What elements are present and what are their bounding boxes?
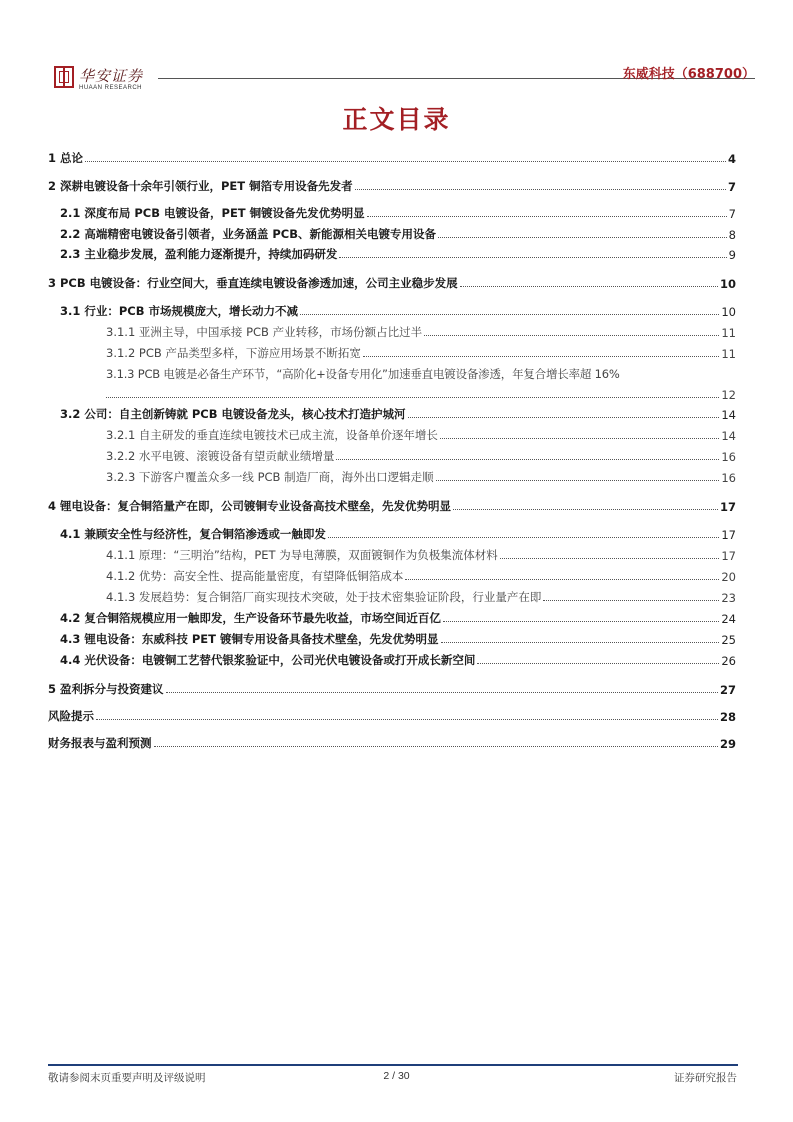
toc-entry-page: 7 bbox=[727, 180, 736, 194]
toc-entry[interactable] bbox=[48, 271, 736, 291]
toc-leader-dots bbox=[438, 236, 727, 238]
toc-leader-dots bbox=[453, 508, 718, 510]
toc-entry[interactable] bbox=[48, 585, 736, 605]
toc-leader-dots bbox=[500, 557, 720, 559]
toc-entry-page: 27 bbox=[719, 683, 736, 697]
toc-leader-dots bbox=[460, 285, 718, 287]
toc-entry-page: 28 bbox=[719, 710, 736, 724]
toc-entry-page: 20 bbox=[721, 570, 736, 584]
logo-text-en: HUAAN RESEARCH bbox=[79, 85, 143, 91]
footer-report-type: 证券研究报告 bbox=[674, 1072, 737, 1084]
toc-entry-label: 4 锂电设备：复合铜箔量产在即，公司镀铜专业设备高技术壁垒，先发优势明显 bbox=[48, 499, 452, 513]
toc-entry-label: 3 PCB 电镀设备：行业空间大，垂直连续电镀设备渗透加速，公司主业稳步发展 bbox=[48, 276, 458, 290]
toc-entry-label: 2.1 深度布局 PCB 电镀设备，PET 铜镀设备先发优势明显 bbox=[60, 206, 365, 220]
footer-divider bbox=[48, 1064, 738, 1066]
toc-entry[interactable] bbox=[48, 299, 736, 319]
toc-entry-label: 3.1.2 PCB 产品类型多样，下游应用场景不断拓宽 bbox=[106, 346, 361, 360]
toc-entry-page: 23 bbox=[721, 591, 736, 605]
toc-leader-dots bbox=[443, 620, 719, 622]
toc-leader-dots bbox=[363, 355, 719, 357]
toc-entry[interactable] bbox=[48, 423, 736, 443]
toc-entry-label: 风险提示 bbox=[48, 709, 94, 723]
toc-entry[interactable] bbox=[48, 320, 736, 340]
toc-entry[interactable] bbox=[48, 494, 736, 514]
toc-entry-page: 12 bbox=[721, 388, 736, 402]
toc-entry-label: 5 盈利拆分与投资建议 bbox=[48, 682, 164, 696]
toc-entry-label: 4.1 兼顾安全性与经济性，复合铜箔渗透或一触即发 bbox=[60, 527, 326, 541]
toc-entry[interactable] bbox=[48, 174, 736, 194]
page-number: 2 / 30 bbox=[383, 1070, 410, 1082]
toc-entry[interactable] bbox=[48, 677, 736, 697]
toc-entry-label: 2 深耕电镀设备十余年引领行业，PET 铜箔专用设备先发者 bbox=[48, 179, 353, 193]
toc-entry-label: 3.2 公司：自主创新铸就 PCB 电镀设备龙头，核心技术打造护城河 bbox=[60, 407, 406, 421]
toc-entry-page: 10 bbox=[721, 305, 736, 319]
toc-entry-label: 4.4 光伏设备：电镀铜工艺替代银浆验证中，公司光伏电镀设备或打开成长新空间 bbox=[60, 653, 476, 667]
toc-leader-dots bbox=[154, 745, 718, 747]
page-title: 正文目录 bbox=[342, 105, 451, 134]
toc-leader-dots bbox=[96, 718, 718, 720]
toc-entry-label: 3.2.3 下游客户覆盖众多一线 PCB 制造厂商，海外出口逻辑走顺 bbox=[106, 470, 434, 484]
toc-leader-dots bbox=[424, 334, 719, 336]
toc-entry-page: 29 bbox=[719, 737, 736, 751]
toc-entry-label: 2.3 主业稳步发展，盈利能力逐渐提升，持续加码研发 bbox=[60, 247, 338, 261]
toc-entry[interactable] bbox=[48, 146, 736, 166]
toc-entry-label: 2.2 高端精密电镀设备引领者，业务涵盖 PCB、新能源相关电镀专用设备 bbox=[60, 227, 437, 241]
toc-entry-label: 4.1.2 优势：高安全性、提高能量密度，有望降低铜箔成本 bbox=[106, 569, 404, 583]
toc-entry-label: 3.1.1 亚洲主导，中国承接 PCB 产业转移，市场份额占比过半 bbox=[106, 325, 423, 339]
toc-entry[interactable] bbox=[48, 627, 736, 647]
toc-leader-dots bbox=[405, 578, 719, 580]
toc-entry-page: 17 bbox=[719, 500, 736, 514]
page-header bbox=[40, 58, 755, 98]
huaan-logo-icon bbox=[54, 66, 74, 88]
toc-entry[interactable] bbox=[48, 222, 736, 242]
footer-disclaimer: 敬请参阅末页重要声明及评级说明 bbox=[48, 1072, 206, 1084]
toc-entry-page: 11 bbox=[721, 326, 736, 340]
toc-entry-label: 4.1.3 发展趋势：复合铜箔厂商实现技术突破，处于技术密集验证阶段，行业量产在即 bbox=[106, 590, 542, 604]
toc-entry[interactable] bbox=[48, 564, 736, 584]
toc-entry-page: 17 bbox=[721, 549, 736, 563]
toc-entry-page: 17 bbox=[721, 528, 736, 542]
toc-entry-label: 财务报表与盈利预测 bbox=[48, 736, 152, 750]
toc-entry[interactable] bbox=[48, 522, 736, 542]
toc-leader-dots bbox=[336, 458, 719, 460]
toc-leader-dots bbox=[300, 313, 719, 315]
toc-entry[interactable] bbox=[48, 402, 736, 422]
toc-leader-dots bbox=[441, 641, 720, 643]
toc-entry-page: 7 bbox=[728, 207, 736, 221]
toc-entry-page: 9 bbox=[728, 248, 736, 262]
toc-leader-dots bbox=[355, 188, 726, 190]
toc-entry-page: 10 bbox=[719, 277, 736, 291]
toc-entry-label: 3.1 行业：PCB 市场规模庞大，增长动力不减 bbox=[60, 304, 299, 318]
toc-leader-dots bbox=[166, 691, 718, 693]
toc-entry-page: 14 bbox=[721, 429, 736, 443]
toc-entry-label: 3.2.1 自主研发的垂直连续电镀技术已成主流，设备单价逐年增长 bbox=[106, 428, 438, 442]
toc-leader-dots bbox=[85, 160, 726, 162]
toc-leader-dots bbox=[408, 416, 720, 418]
toc-leader-dots bbox=[477, 662, 719, 664]
toc-leader-dots bbox=[339, 256, 726, 258]
toc-entry[interactable] bbox=[48, 731, 736, 751]
toc-entry[interactable] bbox=[48, 242, 736, 262]
toc-entry-page: 25 bbox=[721, 633, 736, 647]
toc-entry[interactable] bbox=[48, 543, 736, 563]
toc-entry-label: 1 总论 bbox=[48, 151, 84, 165]
toc-entry-page: 16 bbox=[721, 450, 736, 464]
toc-leader-dots bbox=[328, 536, 719, 538]
toc-entry[interactable] bbox=[48, 465, 736, 485]
company-ticker: 东威科技（688700） bbox=[622, 67, 755, 82]
toc-leader-dots bbox=[106, 396, 719, 398]
toc-entry[interactable] bbox=[48, 201, 736, 221]
toc-entry[interactable] bbox=[48, 648, 736, 668]
toc-entry-label: 3.1.3 PCB 电镀是必备生产环节，“高阶化+设备专用化”加速垂直电镀设备渗透，年复合增长率超 16% bbox=[106, 367, 620, 381]
toc-entry-label: 4.1.1 原理：“三明治”结构，PET 为导电薄膜，双面镀铜作为负极集流体材料 bbox=[106, 548, 498, 562]
toc-entry[interactable] bbox=[48, 444, 736, 464]
toc-entry[interactable] bbox=[48, 341, 736, 361]
toc-leader-dots bbox=[367, 215, 727, 217]
toc-entry-label: 4.3 锂电设备：东威科技 PET 镀铜专用设备具备技术壁垒，先发优势明显 bbox=[60, 632, 439, 646]
logo-text-cn: 华安证券 bbox=[79, 67, 144, 85]
toc-entry-page: 8 bbox=[728, 228, 736, 242]
toc-entry-page: 14 bbox=[721, 408, 736, 422]
toc-entry-label: 3.2.2 水平电镀、滚镀设备有望贡献业绩增量 bbox=[106, 449, 335, 463]
toc-leader-dots bbox=[543, 599, 719, 601]
toc-entry[interactable] bbox=[48, 362, 736, 382]
toc-entry-continuation bbox=[48, 382, 736, 402]
toc-entry-page: 24 bbox=[721, 612, 736, 626]
toc-entry-label: 4.2 复合铜箔规模应用一触即发，生产设备环节最先收益，市场空间近百亿 bbox=[60, 611, 441, 625]
toc-entry-page: 26 bbox=[721, 654, 736, 668]
toc-leader-dots bbox=[436, 479, 720, 481]
toc-entry[interactable] bbox=[48, 704, 736, 724]
toc-entry-page: 11 bbox=[721, 347, 736, 361]
toc-entry-page: 4 bbox=[727, 152, 736, 166]
toc-entry-page: 16 bbox=[721, 471, 736, 485]
toc-entry[interactable] bbox=[48, 606, 736, 626]
toc-leader-dots bbox=[440, 437, 719, 439]
